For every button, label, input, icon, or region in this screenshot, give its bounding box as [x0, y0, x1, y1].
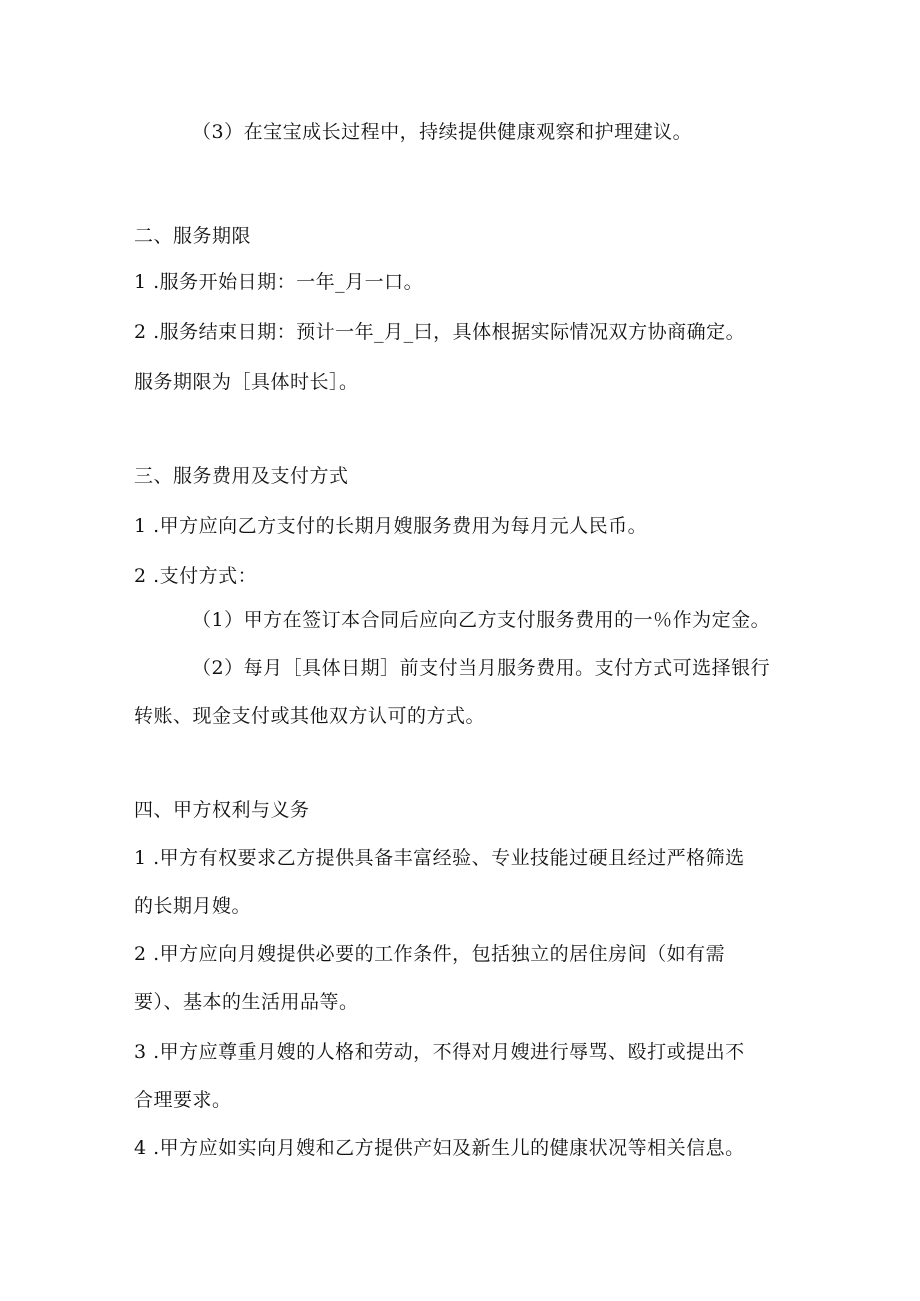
payment-monthly-line-cont: 转账、现金支付或其他双方认可的方式。	[134, 705, 486, 727]
term-start-date-line: 1 .服务开始日期：一年_月一口。	[134, 271, 424, 293]
section-heading-party-a-rights: 四、甲方权利与义务	[134, 799, 310, 821]
party-a-item-3-line: 3 .甲方应尊重月嫂的人格和劳动，不得对月嫂进行辱骂、殴打或提出不	[134, 1041, 745, 1063]
section-heading-service-term: 二、服务期限	[134, 225, 252, 247]
term-duration-line: 服务期限为［具体时长］。	[134, 371, 359, 393]
payment-deposit-line: （1）甲方在签订本合同后应向乙方支付服务费用的一％作为定金。	[192, 609, 771, 631]
party-a-item-2-line-cont: 要）、基本的生活用品等。	[134, 991, 359, 1013]
party-a-item-1-line: 1 .甲方有权要求乙方提供具备丰富经验、专业技能过硬且经过严格筛选	[134, 847, 745, 869]
payment-method-label: 2 .支付方式：	[134, 565, 258, 587]
payment-monthly-line: （2）每月［具体日期］前支付当月服务费用。支付方式可选择银行	[192, 657, 771, 679]
party-a-item-2-line: 2 .甲方应向月嫂提供必要的工作条件，包括独立的居住房间（如有需	[134, 943, 726, 965]
section-heading-fees-payment: 三、服务费用及支付方式	[134, 465, 349, 487]
party-a-item-3-line-cont: 合理要求。	[134, 1089, 232, 1111]
term-end-date-line: 2 .服务结束日期：预计一年_月_曰，具体根据实际情况双方协商确定。	[134, 321, 746, 343]
fee-amount-line: 1 .甲方应向乙方支付的长期月嫂服务费用为每月元人民币。	[134, 515, 648, 537]
clause-item-3-line: （3）在宝宝成长过程中，持续提供健康观察和护理建议。	[192, 121, 693, 143]
party-a-item-4-line: 4 .甲方应如实向月嫂和乙方提供产妇及新生儿的健康状况等相关信息。	[134, 1137, 745, 1159]
party-a-item-1-line-cont: 的长期月嫂。	[134, 895, 252, 917]
